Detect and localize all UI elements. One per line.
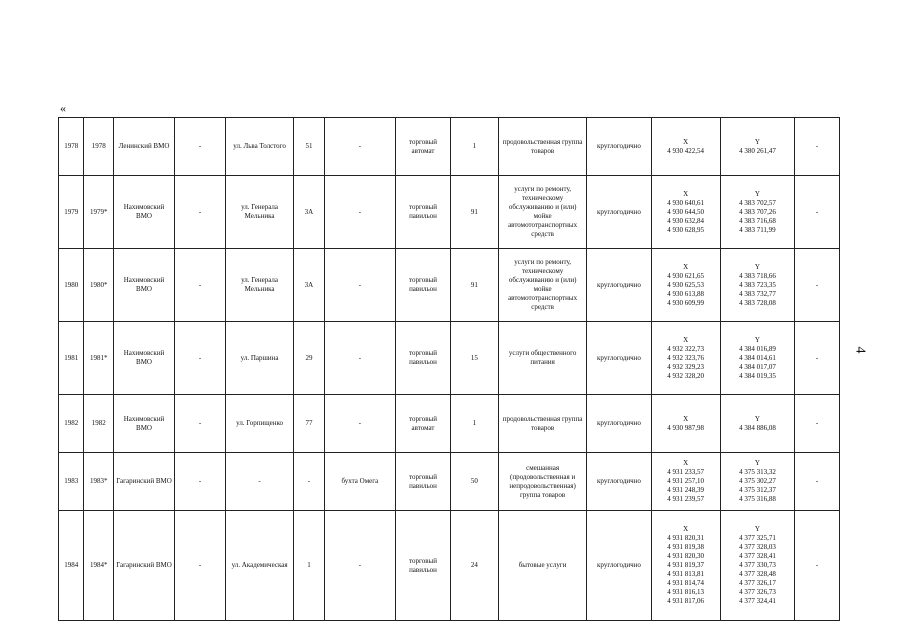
coordinate-line: 4 377 328,41 xyxy=(739,552,776,560)
period-cell: круглогодично xyxy=(587,249,651,322)
number-cell: 1978 xyxy=(59,118,84,176)
page-number: 4 xyxy=(852,346,868,354)
coordinate-line: 4 383 718,66 xyxy=(739,271,776,280)
coordinate-line: 4 384 017,07 xyxy=(739,362,776,371)
coordinate-line: 4 383 732,77 xyxy=(739,289,776,298)
column-4-cell: - xyxy=(175,453,226,511)
opening-quote-mark: « xyxy=(60,101,66,115)
column-4-cell: - xyxy=(175,322,226,395)
coordinate-line: 4 931 233,57 xyxy=(667,468,705,476)
house-number-cell: 1 xyxy=(294,511,325,621)
last-column-cell: - xyxy=(795,453,840,511)
period-cell: круглогодично xyxy=(587,322,651,395)
coordinate-line: Y xyxy=(754,189,760,198)
coordinate-line: 4 931 816,13 xyxy=(667,588,705,596)
object-type-cell: торговый павильон xyxy=(396,176,451,249)
district-cell: Гагаринский ВМО xyxy=(113,453,174,511)
coordinate-line: 4 930 632,84 xyxy=(667,216,705,225)
y-coordinates-cell xyxy=(720,453,794,511)
coordinate-line: 4 384 016,89 xyxy=(739,344,776,353)
original-number-cell: 1979* xyxy=(84,176,114,249)
street-cell: ул. Генерала Мельника xyxy=(225,176,293,249)
house-number-cell: 3А xyxy=(294,176,325,249)
coordinate-line: 4 931 817,06 xyxy=(667,597,705,605)
coordinate-line: 4 930 644,50 xyxy=(667,207,705,216)
area-cell: 1 xyxy=(450,395,498,453)
table-row xyxy=(59,118,840,176)
coordinate-line: Y xyxy=(754,414,760,423)
district-cell: Нахимовский ВМО xyxy=(113,395,174,453)
object-type-cell: торговый павильон xyxy=(396,249,451,322)
landmark-cell: - xyxy=(324,322,395,395)
landmark-cell: - xyxy=(324,176,395,249)
x-coordinates-cell xyxy=(651,511,720,621)
table-row xyxy=(59,511,840,621)
coordinate-line: Y xyxy=(754,335,760,344)
coordinate-line: 4 377 326,17 xyxy=(739,579,776,587)
coordinate-line: 4 932 322,73 xyxy=(667,344,705,353)
column-4-cell: - xyxy=(175,511,226,621)
district-cell: Нахимовский ВМО xyxy=(113,249,174,322)
last-column-cell: - xyxy=(795,395,840,453)
coordinate-line: X xyxy=(683,189,689,198)
object-type-cell: торговый автомат xyxy=(396,118,451,176)
coordinate-line: 4 384 886,08 xyxy=(739,423,776,432)
period-cell: круглогодично xyxy=(587,453,651,511)
coordinate-line: 4 384 019,35 xyxy=(739,371,776,380)
x-coordinates-cell xyxy=(651,176,720,249)
coordinate-line: 4 383 723,35 xyxy=(739,280,776,289)
coordinate-line: Y xyxy=(754,525,760,533)
object-type-cell: торговый павильон xyxy=(396,453,451,511)
number-cell: 1982 xyxy=(59,395,84,453)
coordinate-line: 4 377 324,41 xyxy=(739,597,776,605)
coordinate-line: 4 931 820,30 xyxy=(667,552,705,560)
coordinate-line: 4 383 711,99 xyxy=(739,225,776,234)
specialization-cell: услуги по ремонту, техническому обслуживанию и (или) мойке автомототранспортных средств xyxy=(498,249,587,322)
coordinate-line: X xyxy=(683,335,689,344)
number-cell: 1981 xyxy=(59,322,84,395)
coordinate-line: X xyxy=(683,414,689,423)
coordinate-line: Y xyxy=(754,262,760,271)
table-row xyxy=(59,249,840,322)
y-coordinates-cell xyxy=(720,249,794,322)
period-cell: круглогодично xyxy=(587,395,651,453)
district-cell: Нахимовский ВМО xyxy=(113,176,174,249)
coordinate-line: X xyxy=(683,137,689,146)
object-type-cell: торговый павильон xyxy=(396,511,451,621)
coordinate-line: 4 931 257,10 xyxy=(667,477,705,485)
original-number-cell: 1980* xyxy=(84,249,114,322)
house-number-cell: 51 xyxy=(294,118,325,176)
object-type-cell: торговый павильон xyxy=(396,322,451,395)
coordinate-line: 4 931 239,57 xyxy=(667,495,705,503)
specialization-cell: бытовые услуги xyxy=(498,511,587,621)
street-cell: ул. Академическая xyxy=(225,511,293,621)
y-coordinates-cell xyxy=(720,118,794,176)
coordinate-line: 4 377 325,71 xyxy=(739,534,776,542)
street-cell: ул. Горпищенко xyxy=(225,395,293,453)
coordinate-line: 4 931 819,38 xyxy=(667,543,705,551)
x-coordinates-cell xyxy=(651,395,720,453)
area-cell: 15 xyxy=(450,322,498,395)
object-type-cell: торговый автомат xyxy=(396,395,451,453)
y-coordinates-cell xyxy=(720,395,794,453)
district-cell: Ленинский ВМО xyxy=(113,118,174,176)
period-cell: круглогодично xyxy=(587,176,651,249)
district-cell: Нахимовский ВМО xyxy=(113,322,174,395)
last-column-cell: - xyxy=(795,322,840,395)
number-cell: 1980 xyxy=(59,249,84,322)
coordinate-line: Y xyxy=(754,459,760,467)
coordinate-line: 4 931 813,81 xyxy=(667,570,705,578)
coordinate-line: 4 383 707,26 xyxy=(739,207,776,216)
coordinate-line: 4 375 312,37 xyxy=(739,486,776,494)
table-row xyxy=(59,395,840,453)
house-number-cell: 3А xyxy=(294,249,325,322)
coordinate-line: 4 930 613,88 xyxy=(667,289,705,298)
column-4-cell: - xyxy=(175,118,226,176)
coordinate-line: X xyxy=(683,525,689,533)
coordinate-line: 4 930 640,61 xyxy=(667,198,705,207)
area-cell: 50 xyxy=(450,453,498,511)
house-number-cell: 77 xyxy=(294,395,325,453)
area-cell: 1 xyxy=(450,118,498,176)
specialization-cell: смешанная (продовольственная и непродовольственная) группа товаров xyxy=(498,453,587,511)
coordinate-line: Y xyxy=(754,137,760,146)
coordinate-line: 4 380 261,47 xyxy=(739,146,776,155)
column-4-cell: - xyxy=(175,249,226,322)
house-number-cell: 29 xyxy=(294,322,325,395)
x-coordinates-cell xyxy=(651,118,720,176)
coordinate-line: 4 930 609,99 xyxy=(667,298,705,307)
coordinate-line: 4 384 014,61 xyxy=(739,353,776,362)
coordinate-line: 4 377 328,03 xyxy=(739,543,776,551)
street-cell: ул. Паршина xyxy=(225,322,293,395)
period-cell: круглогодично xyxy=(587,118,651,176)
x-coordinates-cell xyxy=(651,322,720,395)
coordinate-line: 4 375 302,27 xyxy=(739,477,776,485)
landmark-cell: - xyxy=(324,118,395,176)
street-cell: ул. Генерала Мельника xyxy=(225,249,293,322)
coordinate-line: 4 930 621,65 xyxy=(667,271,705,280)
table-row xyxy=(59,176,840,249)
coordinate-line: 4 931 820,31 xyxy=(667,534,705,542)
street-cell: ул. Льва Толстого xyxy=(225,118,293,176)
coordinate-line: X xyxy=(683,459,689,467)
last-column-cell: - xyxy=(795,176,840,249)
coordinate-line: 4 931 248,39 xyxy=(667,486,705,494)
y-coordinates-cell xyxy=(720,511,794,621)
coordinate-line: 4 932 329,23 xyxy=(667,362,705,371)
area-cell: 91 xyxy=(450,176,498,249)
original-number-cell: 1981* xyxy=(84,322,114,395)
number-cell: 1984 xyxy=(59,511,84,621)
x-coordinates-cell xyxy=(651,453,720,511)
coordinate-line: 4 375 313,32 xyxy=(739,468,776,476)
coordinate-line: 4 931 819,37 xyxy=(667,561,705,569)
original-number-cell: 1982 xyxy=(84,395,114,453)
original-number-cell: 1984* xyxy=(84,511,114,621)
landmark-cell: - xyxy=(324,395,395,453)
coordinate-line: X xyxy=(683,262,689,271)
registry-table xyxy=(58,117,840,621)
coordinate-line: 4 930 625,53 xyxy=(667,280,705,289)
y-coordinates-cell xyxy=(720,176,794,249)
coordinate-line: 4 383 728,08 xyxy=(739,298,776,307)
table-row xyxy=(59,453,840,511)
coordinate-line: 4 377 330,73 xyxy=(739,561,776,569)
specialization-cell: продовольственная группа товаров xyxy=(498,118,587,176)
coordinate-line: 4 383 716,68 xyxy=(739,216,776,225)
coordinate-line: 4 930 628,95 xyxy=(667,225,705,234)
house-number-cell: - xyxy=(294,453,325,511)
last-column-cell: - xyxy=(795,511,840,621)
area-cell: 24 xyxy=(450,511,498,621)
column-4-cell: - xyxy=(175,176,226,249)
table-row xyxy=(59,322,840,395)
street-cell: - xyxy=(225,453,293,511)
coordinate-line: 4 377 326,73 xyxy=(739,588,776,596)
coordinate-line: 4 930 987,98 xyxy=(667,423,705,432)
number-cell: 1979 xyxy=(59,176,84,249)
column-4-cell: - xyxy=(175,395,226,453)
period-cell: круглогодично xyxy=(587,511,651,621)
area-cell: 91 xyxy=(450,249,498,322)
district-cell: Гагаринский ВМО xyxy=(113,511,174,621)
coordinate-line: 4 383 702,57 xyxy=(739,198,776,207)
number-cell: 1983 xyxy=(59,453,84,511)
coordinate-line: 4 932 328,20 xyxy=(667,371,705,380)
last-column-cell: - xyxy=(795,118,840,176)
original-number-cell: 1978 xyxy=(84,118,114,176)
coordinate-line: 4 375 316,88 xyxy=(739,495,776,503)
specialization-cell: продовольственная группа товаров xyxy=(498,395,587,453)
original-number-cell: 1983* xyxy=(84,453,114,511)
landmark-cell: - xyxy=(324,511,395,621)
specialization-cell: услуги по ремонту, техническому обслуживанию и (или) мойке автомототранспортных средств xyxy=(498,176,587,249)
coordinate-line: 4 930 422,54 xyxy=(667,146,705,155)
coordinate-line: 4 931 814,74 xyxy=(667,579,705,587)
y-coordinates-cell xyxy=(720,322,794,395)
landmark-cell: бухта Омега xyxy=(324,453,395,511)
specialization-cell: услуги общественного питания xyxy=(498,322,587,395)
coordinate-line: 4 377 328,48 xyxy=(739,570,776,578)
x-coordinates-cell xyxy=(651,249,720,322)
landmark-cell: - xyxy=(324,249,395,322)
last-column-cell: - xyxy=(795,249,840,322)
coordinate-line: 4 932 323,76 xyxy=(667,353,705,362)
